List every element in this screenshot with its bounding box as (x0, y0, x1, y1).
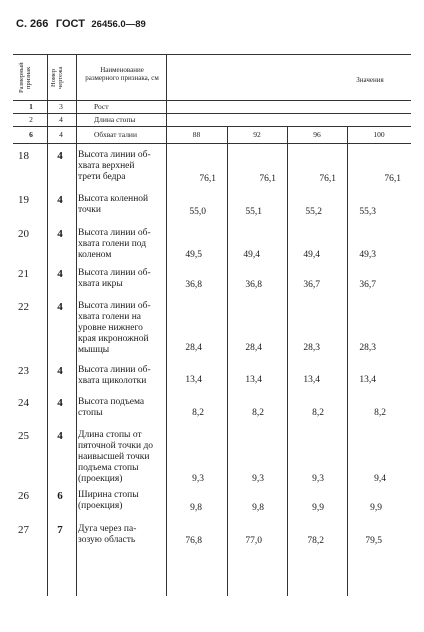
figure-number: 7 (57, 524, 63, 536)
value-cell: 49,4 (303, 250, 320, 260)
feature-name: Ширина стопы (проекция) (78, 490, 139, 511)
standard-label: ГОСТ (55, 18, 85, 30)
value-cell: 49,3 (359, 250, 376, 260)
value-cell: 9,3 (312, 474, 324, 484)
waist-value: 100 (373, 130, 385, 139)
figure-number: 4 (57, 150, 63, 162)
header-row-num: 1 (29, 102, 33, 111)
feature-number: 27 (18, 524, 29, 536)
figure-number: 4 (57, 430, 63, 442)
figure-number: 6 (57, 490, 63, 502)
waist-value: 92 (253, 130, 261, 139)
value-cell: 36,7 (303, 280, 320, 290)
value-cell: 55,2 (305, 207, 322, 217)
value-cell: 76,1 (384, 174, 401, 184)
value-cell: 36,8 (245, 280, 262, 290)
value-cell: 8,2 (252, 408, 264, 418)
waist-value: 96 (313, 130, 321, 139)
header-row-fig: 3 (59, 102, 63, 111)
feature-name: Высота линии об- хвата щиколотки (78, 365, 151, 386)
value-cell: 79,5 (365, 536, 382, 546)
header-row-label: Обхват талии (94, 130, 137, 139)
value-cell: 9,9 (370, 503, 382, 513)
figure-number: 4 (57, 397, 63, 409)
page-header (16, 14, 146, 32)
feature-number: 25 (18, 430, 29, 442)
value-cell: 55,1 (245, 207, 262, 217)
feature-number: 19 (18, 194, 29, 206)
value-cell: 55,3 (359, 207, 376, 217)
waist-value: 88 (192, 130, 201, 139)
feature-number: 22 (18, 301, 29, 313)
figure-number: 4 (57, 228, 63, 240)
value-cell: 8,2 (192, 408, 204, 418)
feature-number: 20 (18, 228, 29, 240)
header-size-feature: Размерный признак (18, 62, 32, 94)
value-cell: 76,1 (199, 174, 216, 184)
feature-name: Высота линии об- хвата голени на уровне нижнего края икроножной мышцы (78, 301, 151, 355)
header-row-label: Длина стопы (94, 115, 136, 124)
value-cell: 28,4 (245, 343, 262, 353)
feature-name: Высота линии об- хвата голени под коленом (78, 228, 151, 260)
value-cell: 13,4 (359, 375, 376, 385)
feature-number: 18 (18, 150, 29, 162)
value-cell: 9,3 (252, 474, 264, 484)
figure-number: 4 (57, 365, 63, 377)
value-cell: 76,1 (259, 174, 276, 184)
feature-number: 26 (18, 490, 29, 502)
feature-name: Высота линии об- хвата икры (78, 268, 151, 289)
feature-name: Высота коленной точки (78, 194, 149, 215)
header-row-label: Рост (94, 102, 109, 111)
header-values: Значения (356, 76, 384, 84)
value-cell: 9,8 (190, 503, 202, 513)
value-cell: 9,9 (312, 503, 324, 513)
value-cell: 49,5 (185, 250, 202, 260)
header-row-fig: 4 (59, 130, 63, 139)
header-figure-number: Номер чертежа (50, 66, 64, 90)
value-cell: 77,0 (245, 536, 262, 546)
feature-number: 24 (18, 397, 29, 409)
header-row-fig: 4 (59, 115, 63, 124)
value-cell: 13,4 (185, 375, 202, 385)
value-cell: 78,2 (307, 536, 324, 546)
feature-name: Длина стопы от пяточной точки до наивысшей точки подъема стопы (проекция) (78, 430, 154, 484)
figure-number: 4 (57, 301, 63, 313)
value-cell: 76,8 (185, 536, 202, 546)
feature-name: Высота линии об- хвата верхней трети бедра (78, 150, 151, 182)
figure-number: 4 (57, 194, 63, 206)
figure-number: 4 (57, 268, 63, 280)
feature-name: Дуга через па- зозую область (78, 524, 137, 545)
value-cell: 9,8 (252, 503, 264, 513)
value-cell: 13,4 (303, 375, 320, 385)
header-row-num: 2 (29, 115, 33, 124)
value-cell: 76,1 (319, 174, 336, 184)
value-cell: 8,2 (374, 408, 386, 418)
feature-name: Высота подъема стопы (78, 397, 145, 418)
value-cell: 49,4 (243, 250, 260, 260)
value-cell: 28,3 (303, 343, 320, 353)
value-cell: 9,3 (192, 474, 204, 484)
standard-number: 26456.0—89 (91, 19, 146, 30)
feature-number: 21 (18, 268, 29, 280)
value-cell: 8,2 (312, 408, 324, 418)
header-feature-name: Наименование размерного признака, см (85, 66, 159, 82)
feature-number: 23 (18, 365, 29, 377)
value-cell: 28,4 (185, 343, 202, 353)
value-cell: 36,8 (185, 280, 202, 290)
value-cell: 28,3 (359, 343, 376, 353)
header-row-num: 6 (29, 130, 33, 139)
value-cell: 13,4 (245, 375, 262, 385)
page-number: С. 266 (16, 18, 49, 30)
value-cell: 36,7 (359, 280, 376, 290)
value-cell: 9,4 (374, 474, 386, 484)
value-cell: 55,0 (189, 207, 206, 217)
